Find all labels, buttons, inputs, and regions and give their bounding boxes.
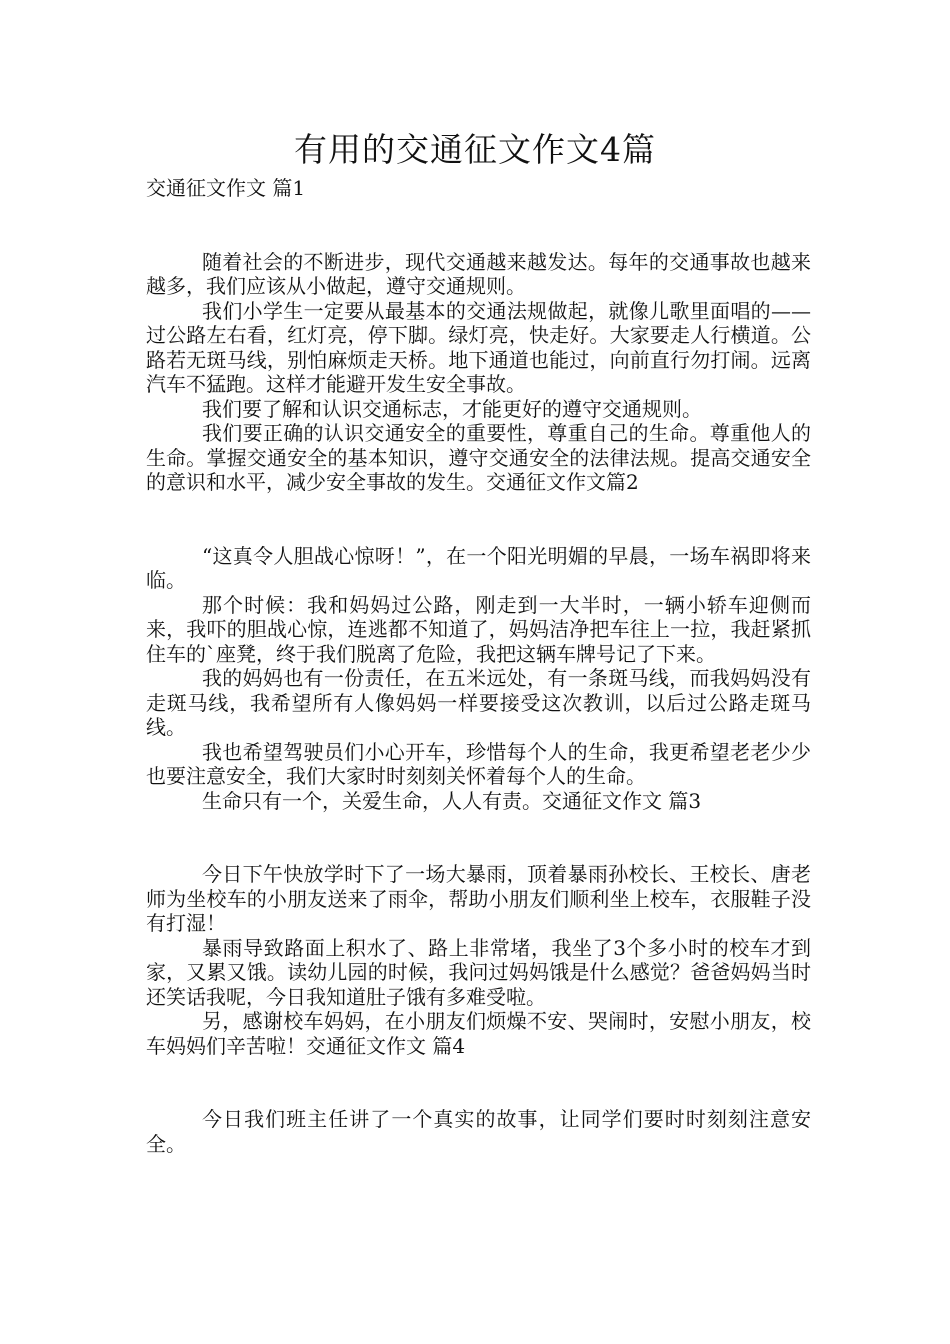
paragraph: 暴雨导致路面上积水了、路上非常堵，我坐了3个多小时的校车才到家，又累又饿。读幼儿园的时候，我问过妈妈饿是什么感觉？爸爸妈妈当时还笑话我呢，今日我知道肚子饿有多难受啦。: [146, 935, 811, 1009]
blank-gap: [146, 813, 811, 862]
section-heading-1: 交通征文作文 篇1: [146, 176, 306, 200]
paragraph: 那个时候：我和妈妈过公路，刚走到一大半时，一辆小轿车迎侧而来，我吓的胆战心惊，连逃都不知道了，妈妈洁净把车往上一拉，我赶紧抓住车的`座凳，终于我们脱离了危险，我把这辆车牌号记了下来。: [146, 592, 811, 666]
blank-gap: [146, 495, 811, 544]
paragraph: 随着社会的不断进步，现代交通越来越发达。每年的交通事故也越来越多，我们应该从小做起，遵守交通规则。: [146, 249, 811, 298]
paragraph: 今日下午快放学时下了一场大暴雨，顶着暴雨孙校长、王校长、唐老师为坐校车的小朋友送来了雨伞，帮助小朋友们顺利坐上校车，衣服鞋子没有打湿！: [146, 862, 811, 935]
paragraph: 我们要正确的认识交通安全的重要性，尊重自己的生命。尊重他人的生命。掌握交通安全的基本知识，遵守交通安全的法律法规。提高交通安全的意识和水平，减少安全事故的发生。交通征文作文篇2: [146, 421, 811, 494]
paragraph: 今日我们班主任讲了一个真实的故事，让同学们要时时刻刻注意安全。: [146, 1107, 811, 1156]
document-title: 有用的交通征文作文4篇: [294, 130, 656, 169]
paragraph: “这真令人胆战心惊呀！”，在一个阳光明媚的早晨，一场车祸即将来临。: [146, 543, 811, 592]
paragraph: 我们要了解和认识交通标志，才能更好的遵守交通规则。: [202, 396, 702, 421]
paragraph: 我们小学生一定要从最基本的交通法规做起，就像儿歌里面唱的——过公路左右看，红灯亮，停下脚。绿灯亮，快走好。大家要走人行横道。公路若无斑马线，别怕麻烦走天桥。地下通道也能过，向前直行勿打闹。远离汽车不猛跑。这样才能避开发生安全事故。: [146, 298, 811, 396]
paragraph: 生命只有一个，关爱生命，人人有责。交通征文作文 篇3: [202, 788, 702, 813]
paragraph: 另，感谢校车妈妈，在小朋友们烦燥不安、哭闹时，安慰小朋友，校车妈妈们辛苦啦！交通征文作文 篇4: [146, 1009, 811, 1058]
blank-gap: [146, 1058, 811, 1107]
blank-gap: [146, 201, 811, 250]
document-body: [146, 176, 811, 1156]
paragraph: 我也希望驾驶员们小心开车，珍惜每个人的生命，我更希望老老少少也要注意安全，我们大家时时刻刻关怀着每个人的生命。: [146, 739, 811, 788]
paragraph: 我的妈妈也有一份责任，在五米远处，有一条斑马线，而我妈妈没有走斑马线，我希望所有人像妈妈一样要接受这次教训，以后过公路走斑马线。: [146, 666, 811, 739]
